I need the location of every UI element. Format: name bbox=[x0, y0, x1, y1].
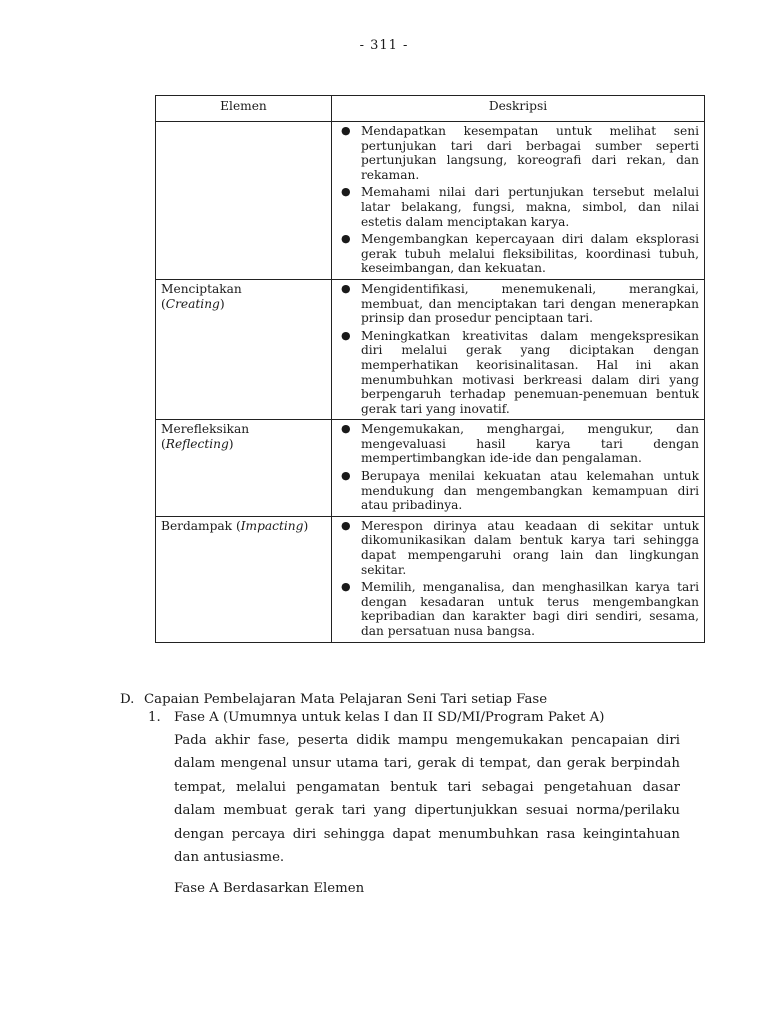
section-heading bbox=[120, 692, 680, 707]
deskripsi-item: ● Mengembangkan kepercayaan diri dalam eksplorasi gerak tubuh melalui fleksibilitas, koordinasi tubuh, keseimbangan, dan kekuatan. bbox=[340, 232, 699, 276]
header-deskripsi: Deskripsi bbox=[331, 96, 704, 122]
elemen-english: (Creating) bbox=[161, 296, 225, 311]
bullet-icon: ● bbox=[340, 328, 351, 342]
header-elemen: Elemen bbox=[156, 96, 332, 122]
deskripsi-item: ● Merespon dirinya atau keadaan di sekitar untuk dikomunikasikan dalam bentuk karya tari sehingga dapat mempengaruhi orang lain dan lingkungan sekitar. bbox=[340, 518, 699, 577]
deskripsi-item: ● Mengemukakan, menghargai, mengukur, dan mengevaluasi hasil karya tari dengan mempertimbangkan ide-ide dan pengalaman. bbox=[340, 422, 699, 466]
section-capaian bbox=[120, 692, 680, 896]
elemen-cell bbox=[156, 122, 332, 280]
deskripsi-item: ● Meningkatkan kreativitas dalam mengekspresikan diri melalui gerak yang diciptakan dengan memperhatikan keorisinalitasan. Hal ini akan menumbuhkan motivasi berkreasi dalam diri yang berpengaruh terhadap penemuan-penemuan bentuk gerak tari yang inovatif. bbox=[340, 328, 699, 416]
deskripsi-item: ● Berupaya menilai kekuatan atau kelemahan untuk mendukung dan mengembangkan kemampuan diri atau pribadinya. bbox=[340, 469, 699, 513]
bullet-icon: ● bbox=[340, 518, 351, 532]
deskripsi-list bbox=[337, 282, 699, 416]
table-row bbox=[156, 279, 705, 419]
deskripsi-cell bbox=[331, 516, 704, 642]
elemen-cell bbox=[156, 279, 332, 419]
table-row bbox=[156, 122, 705, 280]
bullet-icon: ● bbox=[340, 185, 351, 199]
deskripsi-list bbox=[337, 124, 699, 276]
elemen-english: (Reflecting) bbox=[161, 436, 234, 451]
deskripsi-item: ● Mendapatkan kesempatan untuk melihat seni pertunjukan tari dari berbagai sumber seperti pertunjukan langsung, koreografi dari rekan, dan rekaman. bbox=[340, 124, 699, 182]
section-letter: D. bbox=[120, 692, 135, 707]
deskripsi-cell bbox=[331, 122, 704, 280]
table-row bbox=[156, 420, 705, 517]
elemen-cell bbox=[156, 516, 332, 642]
bullet-icon: ● bbox=[340, 422, 351, 436]
deskripsi-item: ● Memahami nilai dari pertunjukan tersebut melalui latar belakang, fungsi, makna, simbol, dan nilai estetis dalam menciptakan karya. bbox=[340, 185, 699, 229]
table-header-row bbox=[156, 96, 705, 122]
bullet-icon: ● bbox=[340, 281, 351, 295]
deskripsi-item: ● Memilih, menganalisa, dan menghasilkan karya tari dengan kesadaran untuk terus mengembangkan kepribadian dan karakter bagi diri sendiri, sesama, dan persatuan nusa bangsa. bbox=[340, 580, 699, 638]
bullet-icon: ● bbox=[340, 232, 351, 246]
deskripsi-cell bbox=[331, 279, 704, 419]
bullet-icon: ● bbox=[340, 124, 351, 137]
section-title: Capaian Pembelajaran Mata Pelajaran Seni Tari setiap Fase bbox=[144, 692, 548, 707]
deskripsi-cell bbox=[331, 420, 704, 517]
fase-a-paragraph: Pada akhir fase, peserta didik mampu mengemukakan pencapaian diri dalam mengenal unsur utama tari, gerak di tempat, dan gerak berpindah tempat, melalui pengamatan bentuk tari sebagai pengetahuan dasar dalam membuat gerak tari yang dipertunjukkan sesuai norma/perilaku dengan percaya diri sehingga dapat menumbuhkan rasa keingintahuan dan antusiasme. bbox=[174, 733, 680, 866]
elemen-name: Merefleksikan bbox=[161, 422, 250, 437]
page-number: - 311 - bbox=[359, 38, 409, 53]
fase-a-elemen-heading: Fase A Berdasarkan Elemen bbox=[174, 881, 365, 897]
bullet-icon: ● bbox=[340, 469, 351, 483]
bullet-icon: ● bbox=[340, 580, 351, 594]
elemen-cell bbox=[156, 420, 332, 517]
subsection-title: Fase A (Umumnya untuk kelas I dan II SD/MI/Program Paket A) bbox=[174, 710, 605, 725]
elemen-name: Berdampak (Impacting) bbox=[161, 518, 309, 533]
subsection-number: 1. bbox=[148, 710, 161, 725]
table-row bbox=[156, 516, 705, 642]
deskripsi-list bbox=[337, 519, 699, 639]
deskripsi-list bbox=[337, 422, 699, 513]
elemen-table bbox=[155, 95, 705, 643]
subsection-heading bbox=[120, 710, 680, 725]
elemen-name: Menciptakan bbox=[161, 281, 242, 296]
deskripsi-item: ● Mengidentifikasi, menemukenali, merangkai, membuat, dan menciptakan tari dengan menerapkan prinsip dan prosedur penciptaan tari. bbox=[340, 281, 699, 326]
